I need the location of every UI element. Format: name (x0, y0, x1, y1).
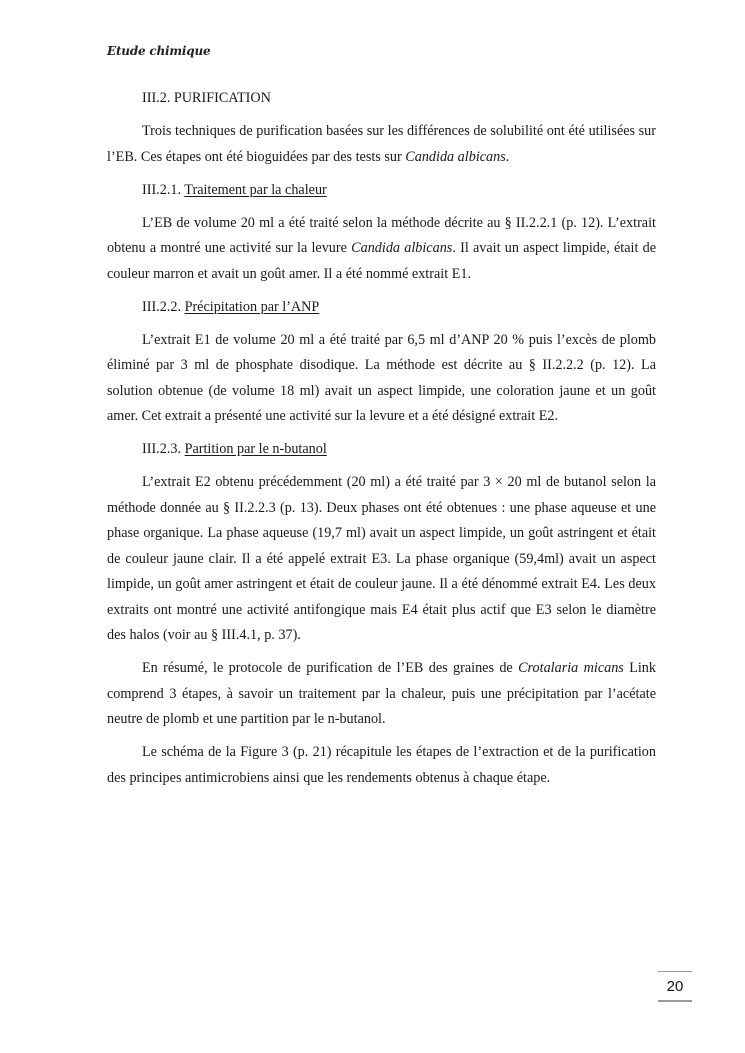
species-name: Candida albicans (351, 240, 453, 256)
running-header: Etude chimique (107, 44, 211, 58)
paragraph-text: En résumé, le protocole de purification de l’EB des graines de (142, 660, 519, 676)
document-body (107, 86, 656, 799)
intro-text: Trois techniques de purification basées sur les différences de solubilité ont été utilisées sur l’EB. Ces étapes ont été bioguidées par des tests sur (107, 123, 656, 165)
subsection-paragraph-3: L’extrait E2 obtenu précédemment (20 ml) a été traité par 3 × 20 ml de butanol selon la méthode donnée au § II.2.2.3 (p. 13). Deux phases ont été obtenues : une phase aqueuse et une phase organique. La phase aqueuse (19,7 ml) avait un aspect limpide, un goût astringent et était de couleur jaune clair. Il a été appelé extrait E3. La phase organique (59,4ml) avait un aspect limpide, un goût amer astringent et était de couleur jaune. Il a été dénommé extrait E4. Les deux extraits ont montré une activité antifongique mais E4 était plus actif que E3 selon le diamètre des halos (voir au § III.4.1, p. 37). (107, 474, 656, 643)
closing-paragraph: Le schéma de la Figure 3 (p. 21) récapitule les étapes de l’extraction et de la purification des principes antimicrobiens ainsi que les rendements obtenus à chaque étape. (107, 744, 656, 786)
subsection-number: III.2.2. (142, 298, 185, 315)
subsection-title: Précipitation par l’ANP (184, 298, 320, 315)
species-name: Crotalaria micans (518, 660, 624, 676)
paragraph-text: L’EB de volume 20 ml a été traité selon la méthode décrite au § II.2.2.1 (p. 12). L’extrait obtenu a montré une activité sur la levure (107, 214, 656, 256)
species-name: Candida albicans (405, 148, 506, 165)
intro-end: . (505, 148, 510, 165)
subsection-title: Traitement par la chaleur (184, 181, 327, 198)
summary-paragraph (107, 656, 656, 733)
page-number: 20 (658, 971, 692, 1002)
paragraph-text: . Il avait un aspect limpide, était de couleur marron et avait un goût amer. Il a été nommé extrait E1. (107, 240, 657, 282)
intro-paragraph (107, 119, 656, 170)
subsection-number: III.2.1. (142, 181, 185, 198)
subsection-paragraph-1 (107, 211, 656, 288)
subsection-heading-1 (107, 178, 656, 204)
subsection-heading-3 (107, 437, 656, 463)
subsection-title: Partition par le n-butanol (184, 441, 327, 457)
subsection-number: III.2.3. (142, 441, 185, 457)
paragraph-text: Link comprend 3 étapes, à savoir un traitement par la chaleur, puis une précipitation par l’acétate neutre de plomb et une partition par le n-butanol. (107, 660, 656, 727)
subsection-paragraph-2: L’extrait E1 de volume 20 ml a été traité par 6,5 ml d’ANP 20 % puis l’excès de plomb éliminé par 3 ml de phosphate disodique. La méthode est décrite au § II.2.2.2 (p. 12). La solution obtenue (de volume 18 ml) avait un aspect limpide, une coloration jaune et un goût amer. Cet extrait a présenté une activité sur la levure et a été désigné extrait E2. (107, 331, 656, 424)
section-heading: III.2. PURIFICATION (142, 90, 271, 106)
subsection-heading-2 (107, 295, 656, 321)
